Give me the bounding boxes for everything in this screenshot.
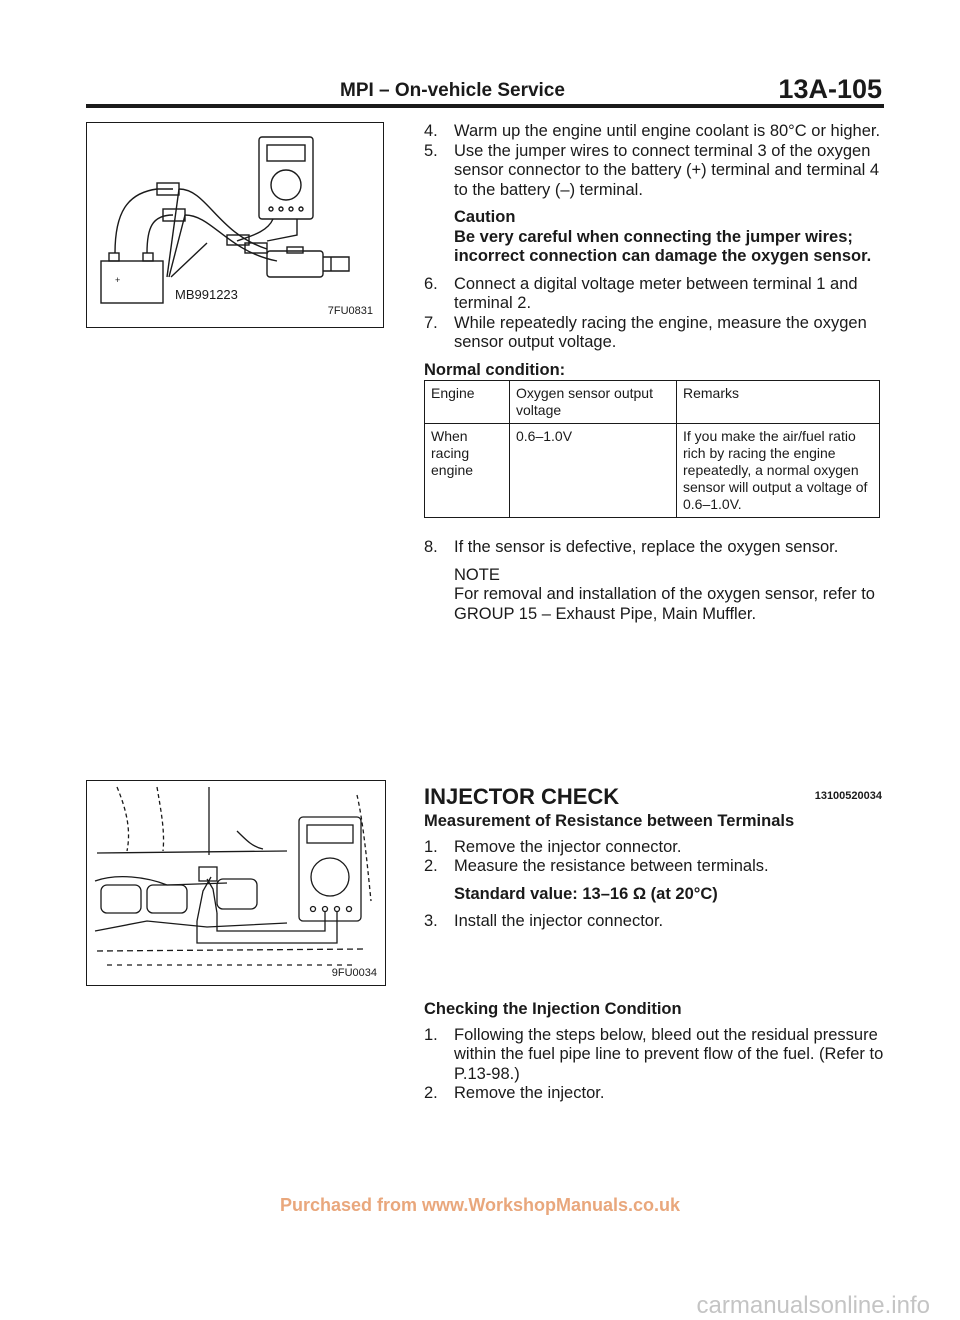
step-number: 2. <box>424 1084 438 1102</box>
note-text: For removal and installation of the oxygen sensor, refer to GROUP 15 – Exhaust Pipe, Main Muffler. <box>454 585 875 623</box>
tool-label: MB991223 <box>175 287 238 302</box>
step-number: 8. <box>424 538 438 556</box>
section-code: 13100520034 <box>814 790 882 802</box>
caution-block <box>454 208 884 267</box>
battery-shape <box>101 261 163 303</box>
step-8 <box>424 538 884 558</box>
table-header-row <box>425 381 880 424</box>
watermark: carmanualsonline.info <box>696 1292 930 1319</box>
section-title: INJECTOR CHECK <box>424 784 620 809</box>
step-number: 7. <box>424 313 438 332</box>
step-text: Use the jumper wires to connect terminal 3 of the oxygen sensor connector to the battery (+) terminal and terminal 4 to the battery (–) terminal. <box>454 141 880 199</box>
injection-condition-procedure <box>424 1000 884 1104</box>
step-text: Following the steps below, bleed out the residual pressure within the fuel pipe line to prevent flow of the fuel. (Refer to P.13-98.) <box>454 1025 884 1083</box>
table-header-cell: Oxygen sensor output voltage <box>510 381 677 424</box>
header-rule <box>86 104 884 108</box>
caution-heading: Caution <box>454 208 516 226</box>
step-number: 2. <box>424 857 438 875</box>
step-text: Remove the injector connector. <box>454 837 682 856</box>
step-7 <box>424 314 884 353</box>
table-header-cell: Remarks <box>677 381 880 424</box>
subheading: Checking the Injection Condition <box>424 1000 682 1018</box>
figure-code: 7FU0831 <box>327 305 373 317</box>
injector-test-figure <box>86 780 386 986</box>
injector-resistance-diagram <box>87 781 385 985</box>
spec-table <box>424 380 880 518</box>
caution-text: Be very careful when connecting the jumper wires; incorrect connection can damage the oxygen sensor. <box>454 227 872 265</box>
procedure-text-upper <box>424 122 884 380</box>
standard-value: Standard value: 13–16 Ω (at 20°C) <box>454 884 718 903</box>
step-text: Measure the resistance between terminals. <box>454 857 769 875</box>
step-number: 4. <box>424 122 438 140</box>
oxygen-sensor-test-figure <box>86 122 384 328</box>
step-text: Warm up the engine until engine coolant is 80°C or higher. <box>454 122 881 140</box>
normal-condition-label: Normal condition: <box>424 360 566 379</box>
figure-code: 9FU0034 <box>331 967 377 979</box>
table-cell: When racing engine <box>425 424 510 518</box>
step-text: Remove the injector. <box>454 1084 605 1102</box>
table-header-cell: Engine <box>425 381 510 424</box>
svg-text:+: + <box>115 275 121 285</box>
injection-step-2 <box>424 1084 884 1104</box>
step-text: Install the injector connector. <box>454 912 664 930</box>
step-4 <box>424 122 884 142</box>
table-row <box>425 424 880 518</box>
step-text: Connect a digital voltage meter between terminal 1 and terminal 2. <box>454 274 858 312</box>
step-number: 1. <box>424 1025 438 1044</box>
subheading: Measurement of Resistance between Terminals <box>424 812 795 830</box>
step-6 <box>424 275 884 314</box>
step-5 <box>424 142 884 201</box>
step-number: 5. <box>424 141 438 160</box>
procedure-text-lower <box>424 538 884 624</box>
injector-step-2 <box>424 857 884 877</box>
injector-step-3 <box>424 912 884 932</box>
page-number: 13A-105 <box>778 74 882 104</box>
injector-procedure <box>424 812 884 932</box>
step-number: 6. <box>424 274 438 293</box>
step-text: While repeatedly racing the engine, measure the oxygen sensor output voltage. <box>454 313 867 351</box>
note-heading: NOTE <box>454 565 500 584</box>
multimeter-shape <box>299 817 361 921</box>
table-cell: 0.6–1.0V <box>510 424 677 518</box>
injection-step-1 <box>424 1026 884 1085</box>
step-text: If the sensor is defective, replace the oxygen sensor. <box>454 538 839 556</box>
footer-purchase-note: Purchased from www.WorkshopManuals.co.uk <box>279 1195 681 1215</box>
step-number: 3. <box>424 912 438 930</box>
injector-step-1 <box>424 838 884 858</box>
table-cell: If you make the air/fuel ratio rich by racing the engine repeatedly, a normal oxygen sensor will output a voltage of 0.6–1.0V. <box>677 424 880 518</box>
note-block <box>454 566 884 625</box>
page-header-title: MPI – On-vehicle Service <box>340 80 565 101</box>
step-number: 1. <box>424 837 438 856</box>
